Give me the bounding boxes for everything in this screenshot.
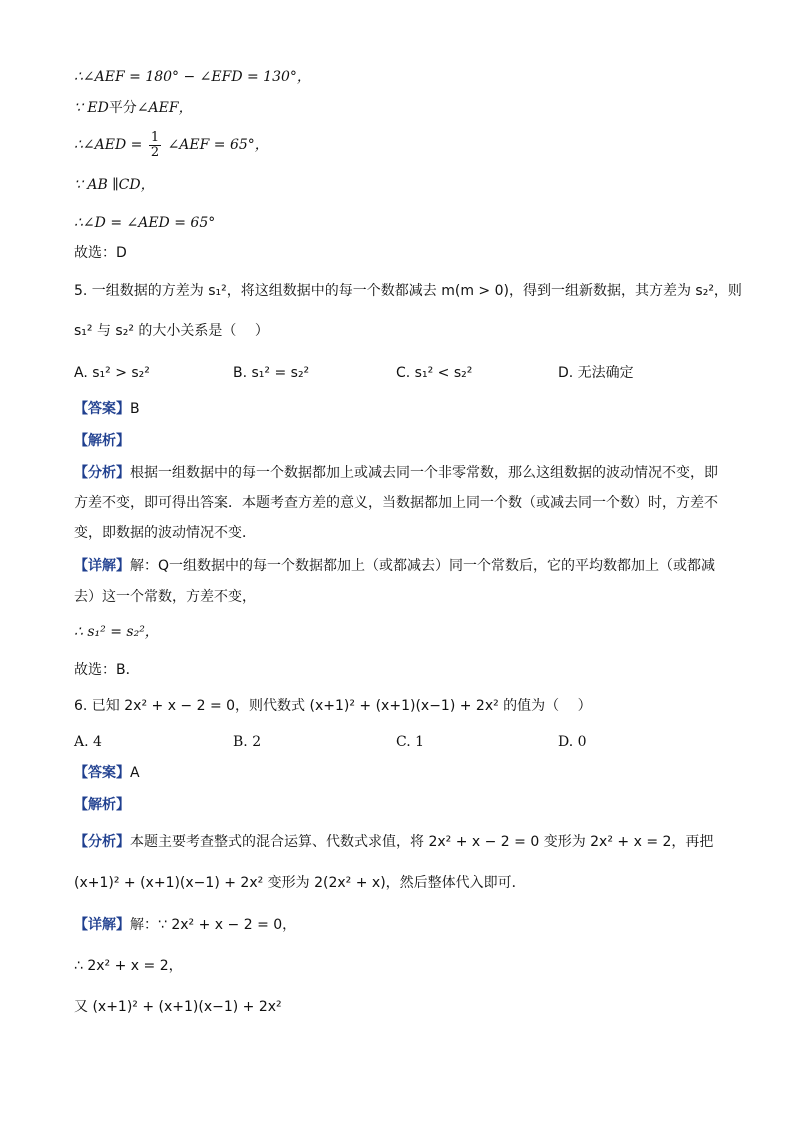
- q6-stem: 6. 已知 2x² + x − 2 = 0，则代数式 (x+1)² + (x+1)(x−1) + 2x² 的值为（ ）: [74, 698, 592, 714]
- q5-stem-line-1: 5. 一组数据的方差为 s₁²，将这组数据中的每一个数都减去 m(m > 0)，得到一组新数据，其方差为 s₂²，则: [74, 283, 742, 299]
- p4-line-2-pre: ∵ ED: [74, 100, 109, 116]
- q6-option-b: B. 2: [233, 734, 262, 750]
- q5-detail-line-1: [74, 555, 720, 577]
- p4-line-3-fraction: [149, 131, 161, 160]
- p4-line-2-post: ∠AEF，: [136, 100, 193, 116]
- q5-analysis-tag: 【解析】: [74, 433, 130, 449]
- q5-fenxi-tag: 【分析】: [74, 465, 130, 481]
- q6-detail-text-1: 解：∵ 2x² + x − 2 = 0，: [130, 917, 297, 933]
- p4-line-4: ∵ AB ∥CD，: [74, 177, 155, 193]
- q6-fenxi-text-1: 本题主要考查整式的混合运算、代数式求值，将 2x² + x − 2 = 0 变形为 2x² + x = 2，再把: [130, 834, 714, 850]
- q5-detail-line-3: ∴ s₁² = s₂²，: [74, 624, 159, 640]
- q5-fenxi-line-1: [74, 462, 720, 484]
- q6-fenxi-line-1: [74, 831, 720, 853]
- q5-answer-value: B: [130, 401, 140, 417]
- q5-analysis-line: [74, 430, 720, 452]
- p4-line-3-pre: ∴∠AED =: [74, 137, 143, 153]
- q5-fenxi-line-3: 变，即数据的波动情况不变．: [74, 525, 256, 541]
- q5-option-b: B. s₁² = s₂²: [233, 365, 310, 381]
- q5-detail-line-4: 故选：B．: [74, 662, 140, 678]
- q6-answer-line: [74, 762, 720, 784]
- q6-fenxi-tag: 【分析】: [74, 834, 130, 850]
- p4-line-3: [74, 128, 720, 162]
- q5-stem-line-2: s₁² 与 s₂² 的大小关系是（ ）: [74, 323, 269, 339]
- p4-line-5: ∴∠D = ∠AED = 65°: [74, 215, 216, 231]
- q5-fenxi-text-1: 根据一组数据中的每一个数据都加上或减去同一个非零常数，那么这组数据的波动情况不变，即: [130, 465, 718, 481]
- q6-analysis-line: [74, 794, 720, 816]
- q6-option-d: D. 0: [558, 734, 587, 750]
- p4-frac-den: 2: [150, 144, 160, 160]
- p4-line-2-cn: 平分: [108, 100, 137, 116]
- q6-detail-line-1: [74, 914, 720, 936]
- q6-answer-value: A: [130, 765, 140, 781]
- q5-option-c: C. s₁² < s₂²: [396, 365, 473, 381]
- p4-line-3-post: ∠AEF = 65°，: [167, 137, 269, 153]
- q5-detail-text-1: 解：Q一组数据中的每一个数据都加上（或都减去）同一个常数后，它的平均数都加上（或都减: [130, 558, 716, 574]
- q6-detail-line-2: ∴ 2x² + x = 2，: [74, 958, 183, 974]
- q6-fenxi-line-2: (x+1)² + (x+1)(x−1) + 2x² 变形为 2(2x² + x)，然后整体代入即可．: [74, 875, 526, 891]
- p4-line-2: [74, 97, 720, 119]
- q5-answer-line: [74, 398, 720, 420]
- q5-option-a: A. s₁² > s₂²: [74, 365, 150, 381]
- q5-option-d: D. 无法确定: [558, 365, 634, 381]
- q5-detail-tag: 【详解】: [74, 558, 130, 574]
- q6-option-c: C. 1: [396, 734, 425, 750]
- p4-line-6: 故选：D: [74, 245, 127, 261]
- q5-fenxi-line-2: 方差不变，即可得出答案．本题考查方差的意义，当数据都加上同一个数（或减去同一个数）时，方差不: [74, 495, 718, 511]
- q6-detail-tag: 【详解】: [74, 917, 130, 933]
- q5-answer-tag: 【答案】: [74, 401, 130, 417]
- q6-detail-line-3: 又 (x+1)² + (x+1)(x−1) + 2x²: [74, 999, 282, 1015]
- p4-frac-num: 1: [150, 129, 160, 145]
- q5-detail-line-2: 去）这一个常数，方差不变，: [74, 589, 256, 605]
- p4-line-1: ∴∠AEF = 180° − ∠EFD = 130°，: [74, 69, 311, 85]
- q6-analysis-tag: 【解析】: [74, 797, 130, 813]
- q6-answer-tag: 【答案】: [74, 765, 130, 781]
- q6-option-a: A. 4: [74, 734, 102, 750]
